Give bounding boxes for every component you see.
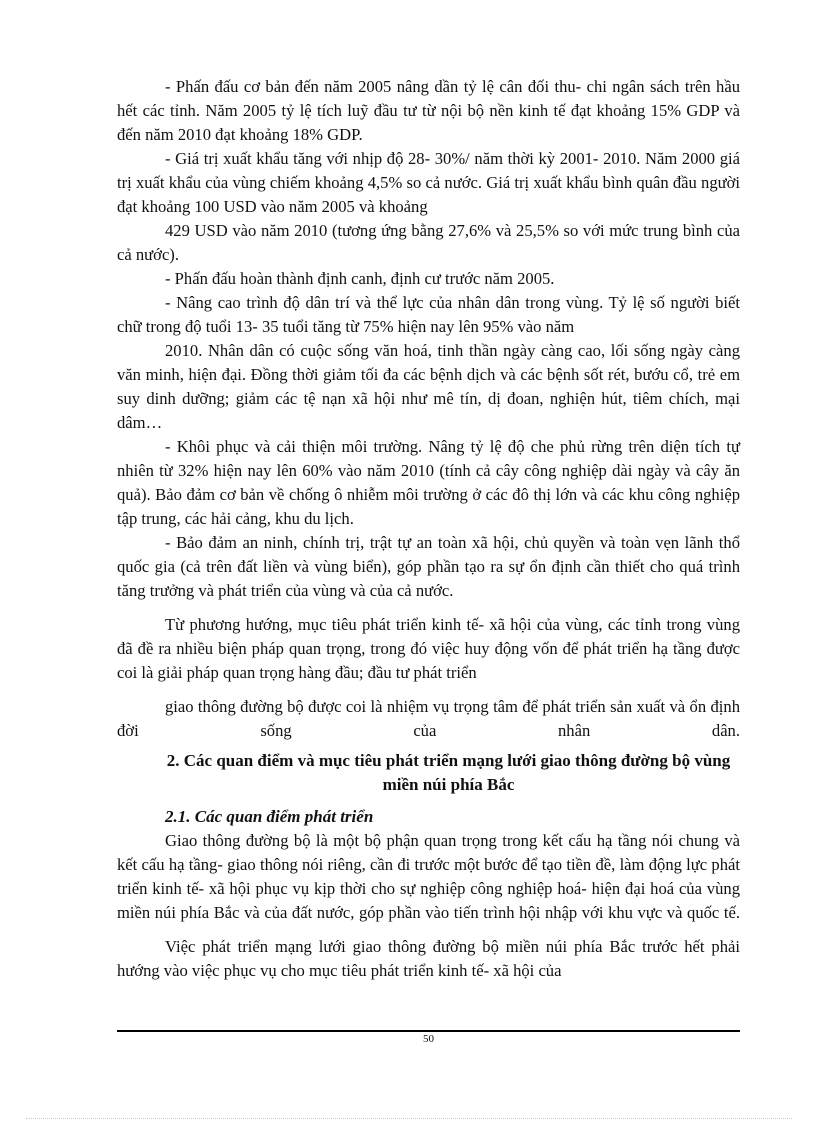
spacer xyxy=(117,603,740,613)
section-heading: 2. Các quan điểm và mục tiêu phát triển mạng lưới giao thông đường bộ vùng miền núi phía Bắc xyxy=(166,751,731,794)
subsection-heading: 2.1. Các quan điểm phát triển xyxy=(165,807,374,826)
paragraph-road-priority: giao thông đường bộ được coi là nhiệm vụ trọng tâm để phát triển sản xuất và ổn định đời sống của nhân dân. xyxy=(117,697,740,740)
document-body xyxy=(117,75,740,983)
spacer xyxy=(117,685,740,695)
paragraph-security: - Bảo đảm an ninh, chính trị, trật tự an toàn xã hội, chủ quyền và toàn vẹn lãnh thổ quốc gia (cả trên đất liền và vùng biển), góp phần tạo ra sự ổn định cần thiết cho quá trình tăng trưởng và phát triển của vùng và của cả nước. xyxy=(117,533,740,600)
paragraph-environment: - Khôi phục và cải thiện môi trường. Nâng tỷ lệ độ che phủ rừng trên diện tích tự nhiên từ 32% hiện nay lên 60% vào năm 2010 (tính cả cây công nghiệp dài ngày và cây ăn quả). Bảo đảm cơ bản về chống ô nhiễm môi trường ở các đô thị lớn và các khu công nghiệp tập trung, các hải cảng, khu du lịch. xyxy=(117,437,740,528)
page-break-line xyxy=(26,1118,792,1119)
paragraph-capital-mobilization: Từ phương hướng, mục tiêu phát triển kinh tế- xã hội của vùng, các tỉnh trong vùng đã đề ra nhiều biện pháp quan trọng, trong đó việc huy động vốn để phát triển hạ tầng được coi là giải pháp quan trọng hàng đầu; đầu tư phát triển xyxy=(117,615,740,682)
paragraph-road-role: Giao thông đường bộ là một bộ phận quan trọng trong kết cấu hạ tầng nói chung và kết cấu hạ tầng- giao thông nói riêng, cần đi trước một bước để tạo tiền đề, làm động lực phát triển kinh tế- xã hội phục vụ kịp thời cho sự nghiệp công nghiệp hoá- hiện đại hoá của vùng miền núi phía Bắc và của đất nước, góp phần vào tiến trình hội nhập với khu vực và quốc tế. xyxy=(117,831,740,922)
paragraph-budget-balance: - Phấn đấu cơ bản đến năm 2005 nâng dần tỷ lệ cân đối thu- chi ngân sách trên hầu hết các tỉnh. Năm 2005 tỷ lệ tích luỹ đầu tư từ nội bộ nền kinh tế đạt khoảng 15% GDP và đến năm 2010 đạt khoảng 18% GDP. xyxy=(117,77,740,144)
paragraph-settlement: - Phấn đấu hoàn thành định canh, định cư trước năm 2005. xyxy=(165,269,555,288)
paragraph-road-network: Việc phát triển mạng lưới giao thông đường bộ miền núi phía Bắc trước hết phải hướng vào việc phục vụ cho mục tiêu phát triển kinh tế- xã hội của xyxy=(117,937,740,980)
page-number: 50 xyxy=(423,1033,434,1045)
paragraph-culture: 2010. Nhân dân có cuộc sống văn hoá, tinh thần ngày càng cao, lối sống ngày càng văn minh, hiện đại. Đồng thời giảm tối đa các bệnh dịch và các bệnh sốt rét, bướu cổ, trẻ em suy dinh dưỡng; giảm các tệ nạn xã hội như mê tín, dị đoan, nghiện hút, tiêm chích, mại dâm… xyxy=(117,341,740,432)
paragraph-education: - Nâng cao trình độ dân trí và thể lực của nhân dân trong vùng. Tỷ lệ số người biết chữ trong độ tuổi 13- 35 tuổi tăng từ 75% hiện nay lên 95% vào năm xyxy=(117,293,740,336)
paragraph-export-2010: 429 USD vào năm 2010 (tương ứng bằng 27,6% và 25,5% so với mức trung bình của cả nước). xyxy=(117,221,740,264)
paragraph-export-growth: - Giá trị xuất khẩu tăng với nhịp độ 28- 30%/ năm thời kỳ 2001- 2010. Năm 2000 giá trị xuất khẩu của vùng chiếm khoảng 4,5% so cả nước. Giá trị xuất khẩu bình quân đầu người đạt khoảng 100 USD vào năm 2005 và khoảng xyxy=(117,149,740,216)
spacer xyxy=(117,925,740,935)
